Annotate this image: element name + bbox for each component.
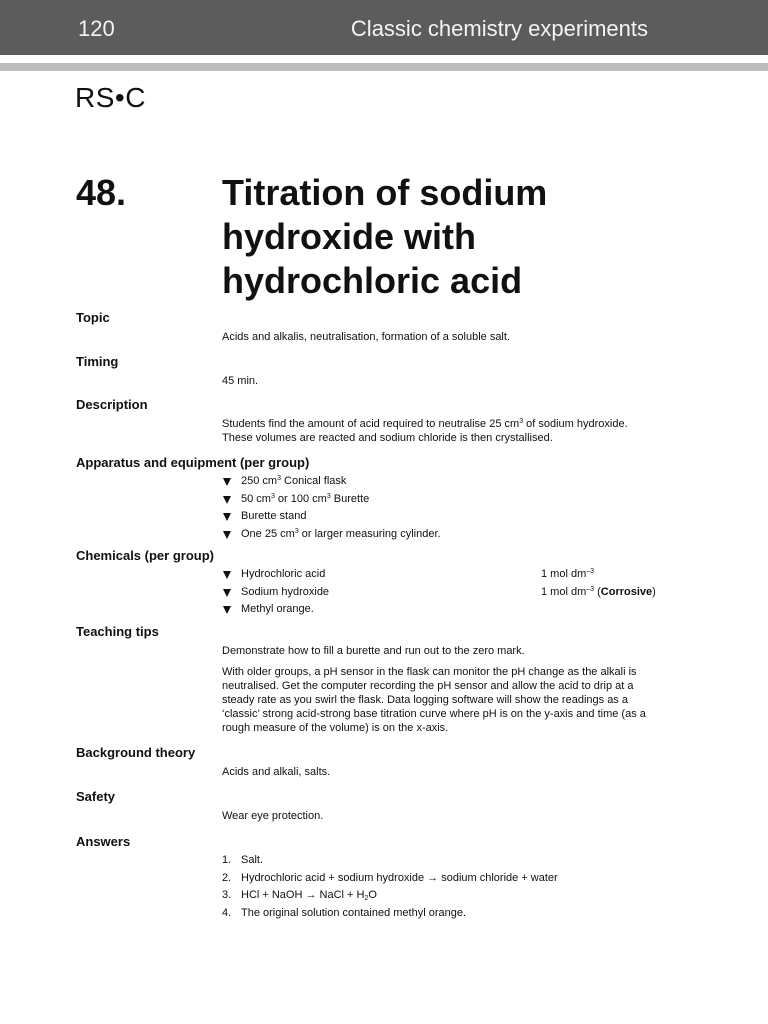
apparatus-item [222,508,696,526]
apparatus-item [222,473,696,491]
text-segment: or 100 cm [274,492,327,505]
section-heading-safety: Safety [76,789,116,804]
bullet-triangle-icon [223,589,231,597]
section-heading-background-theory: Background theory [76,745,196,760]
superscript: 3 [277,475,281,482]
header-divider-stripe [0,63,768,71]
answer-text: Hydrochloric acid + sodium hydroxide → sodium chloride + water [241,871,558,884]
answer-item [222,852,696,870]
bullet-triangle-icon [223,513,231,521]
text-segment: of sodium hydroxide. [523,418,628,430]
paragraph-line: rough measure of the volume) is on the x-axis. [222,722,449,734]
answer-item [222,887,696,905]
apparatus-list [222,473,696,543]
chemicals-list [222,566,696,619]
answer-text: Salt. [241,854,264,866]
answer-text: The original solution contained methyl orange. [241,906,467,919]
superscript: 3 [519,418,524,425]
text-segment: Conical flask [280,475,347,487]
answer-number: 2. [222,871,232,884]
answer-item [222,870,696,888]
teaching-tips-text [222,644,696,735]
text-segment: 250 cm [241,475,278,487]
section-heading-answers: Answers [76,834,131,849]
section-timing [76,354,696,388]
section-safety [76,789,696,823]
superscript: –3 [586,585,595,593]
book-title: Classic chemistry experiments [350,16,648,41]
section-teaching-tips [76,624,696,735]
page-header-bar [0,0,768,55]
answer-text: HCl + NaOH → NaCl + H [241,889,365,901]
timing-text: 45 min. [222,375,259,387]
experiment-title [222,171,547,303]
section-background-theory [76,745,696,779]
bullet-triangle-icon [223,478,231,486]
text-segment: Burette [330,492,370,505]
paragraph-line: ‘classic’ strong acid-strong base titration curve where pH is on the y-axis and time (as a [222,708,646,720]
answer-number: 3. [222,889,232,901]
chemical-item [222,584,696,602]
section-heading-apparatus: Apparatus and equipment (per group) [76,455,310,470]
rsc-logo: RS•C [75,82,146,113]
bullet-triangle-icon [223,571,231,579]
section-topic [76,310,696,344]
safety-text: Wear eye protection. [222,810,324,822]
teaching-tips-paragraph: Demonstrate how to fill a burette and run out to the zero mark. [222,645,525,657]
section-heading-description: Description [76,397,148,412]
description-line [222,417,696,431]
chemical-item [222,566,696,584]
section-heading-topic: Topic [76,310,110,325]
bullet-triangle-icon [223,606,231,614]
subscript: 2 [364,895,369,902]
text-segment: Students find the amount of acid required to neutralise 25 cm [222,418,520,430]
bullet-triangle-icon [223,531,231,539]
hazard-label: Corrosive [600,585,653,598]
chemical-name: Sodium hydroxide [241,585,330,598]
paragraph-line: With older groups, a pH sensor in the flask can monitor the pH change as the alkali is [222,666,637,678]
bullet-triangle-icon [223,496,231,504]
page-number: 120 [78,16,115,41]
answer-number: 4. [222,906,232,919]
chemical-name: Hydrochloric acid [241,568,326,580]
answer-item [222,905,696,923]
experiment-number: 48. [76,172,127,213]
concentration-value: 1 mol dm [541,585,587,598]
answer-text: O [368,889,377,901]
text-segment: or larger measuring cylinder. [298,527,441,540]
section-heading-chemicals: Chemicals (per group) [76,548,214,563]
apparatus-item [222,491,696,509]
text-segment: One 25 cm [241,527,295,540]
section-heading-teaching-tips: Teaching tips [76,624,159,639]
apparatus-item [222,526,696,544]
description-text [222,417,696,445]
text-segment: ) [652,585,656,598]
superscript: 3 [326,492,331,500]
text-segment: ( [594,585,601,598]
answer-number: 1. [222,854,232,866]
description-line: These volumes are reacted and sodium chloride is then crystallised. [222,432,553,444]
superscript: 3 [294,527,299,535]
paragraph-line: steady rate as you swirl the flask. Data logging software will show the readings as a [222,694,628,706]
chemical-concentration [541,566,594,584]
chemical-concentration [541,584,656,602]
answers-list [222,852,696,922]
background-theory-text: Acids and alkali, salts. [222,766,331,778]
experiment-title-line: hydrochloric acid [222,260,523,301]
experiment-title-line: hydroxide with [222,216,477,257]
topic-text: Acids and alkalis, neutralisation, formation of a soluble salt. [222,331,510,343]
superscript: 3 [270,492,275,500]
chemical-item [222,601,696,619]
section-chemicals [76,548,696,619]
section-description [76,397,696,445]
superscript: –3 [586,568,595,575]
text-segment: 50 cm [241,492,271,505]
section-heading-timing: Timing [76,354,119,369]
experiment-title-line: Titration of sodium [222,172,548,213]
concentration-value: 1 mol dm [541,568,587,580]
chemical-name: Methyl orange. [241,603,314,615]
section-apparatus [76,455,696,543]
text-segment: Burette stand [241,510,307,522]
paragraph-line: neutralised. Get the computer recording the pH sensor and allow the acid to drip at a [222,680,634,692]
teaching-tips-paragraph [222,665,696,735]
section-answers [76,834,696,922]
